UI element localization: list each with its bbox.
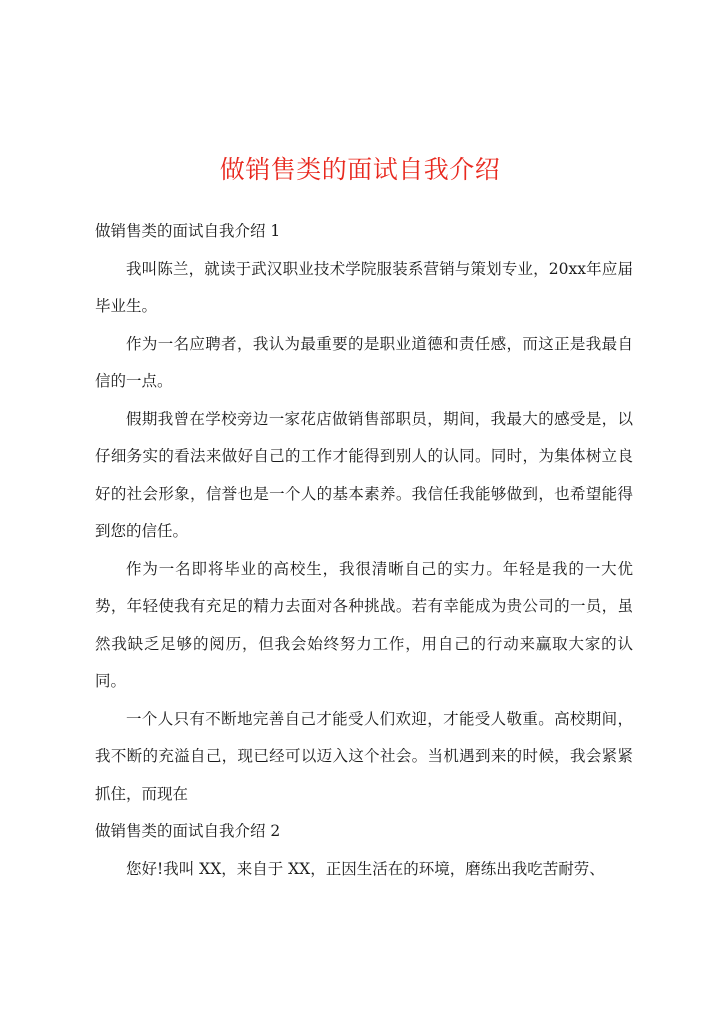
- paragraph: 假期我曾在学校旁边一家花店做销售部职员，期间，我最大的感受是，以仔细务实的看法来做好自己的工作才能得到别人的认同。同时，为集体树立良好的社会形象，信誉也是一个人的基本素养。我信任我能够做到，也希望能得到您的信任。: [95, 409, 633, 540]
- section-heading-2: 做销售类的面试自我介绍 2: [95, 822, 281, 840]
- paragraph: 作为一名即将毕业的高校生，我很清晰自己的实力。年轻是我的一大优势，年轻使我有充足的精力去面对各种挑战。若有幸能成为贵公司的一员，虽然我缺乏足够的阅历，但我会始终努力工作，用自己的行动来赢取大家的认同。: [95, 559, 633, 690]
- section-heading-1: 做销售类的面试自我介绍 1: [95, 222, 281, 240]
- paragraph: 您好!我叫 XX，来自于 XX，正因生活在的环境，磨练出我吃苦耐劳、: [126, 859, 605, 878]
- document-title: 做销售类的面试自我介绍: [219, 155, 501, 184]
- paragraph: 一个人只有不断地完善自己才能受人们欢迎，才能受人敬重。高校期间，我不断的充溢自己，现已经可以迈入这个社会。当机遇到来的时候，我会紧紧抓住，而现在: [95, 709, 633, 803]
- paragraph: 作为一名应聘者，我认为最重要的是职业道德和责任感，而这正是我最自信的一点。: [95, 334, 633, 390]
- paragraph: 我叫陈兰，就读于武汉职业技术学院服装系营销与策划专业，20xx年应届毕业生。: [95, 259, 633, 315]
- document-body: [95, 213, 633, 888]
